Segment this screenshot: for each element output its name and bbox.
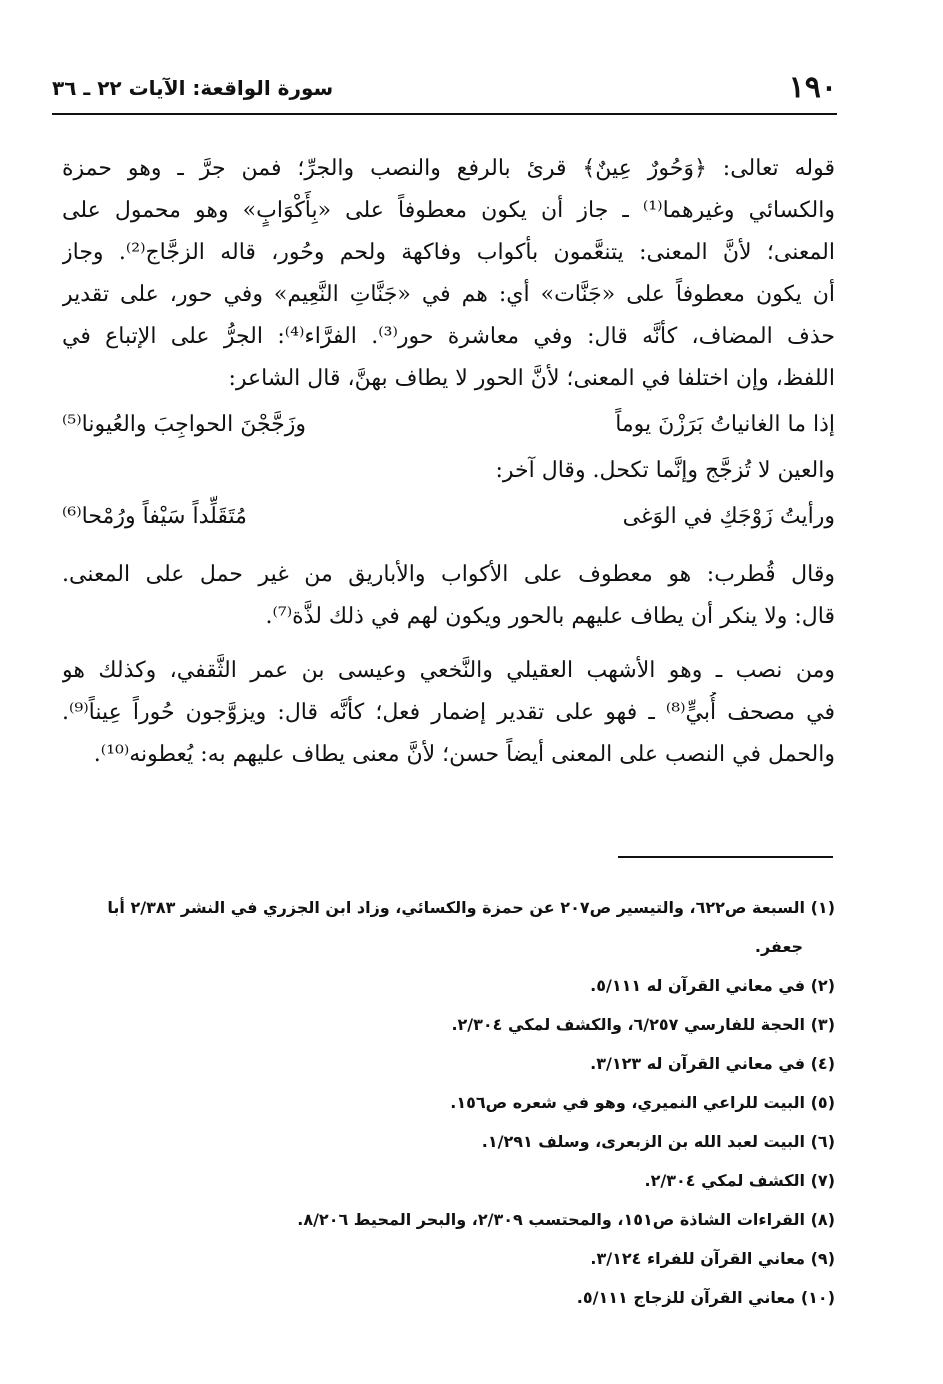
poetry-verse-1	[62, 400, 835, 450]
text-line: حذف المضاف، كأنَّه قال: وفي معاشرة حور⁽³⁾. الفرَّاء⁽⁴⁾: الجرُّ على الإتباع في	[62, 324, 835, 349]
spacer	[62, 638, 835, 650]
footnote: (٣) الحجة للفارسي ٦/٢٥٧، والكشف لمكي ٢/٣٠٤.	[451, 1015, 835, 1034]
footnote: (٥) البيت للراعي النميري، وهو في شعره ص١٥٦.	[450, 1093, 835, 1112]
text-line: والكسائي وغيرهما⁽¹⁾ ـ جاز أن يكون معطوفاً على «بِأَكْوَابٍ» وهو محمول على	[62, 198, 835, 223]
footnotes	[52, 888, 835, 1317]
text-line: أن يكون معطوفاً على «جَنَّات» أي: هم في «جَنَّاتِ النَّعِيم» وفي حور، على تقدير	[62, 282, 835, 307]
footnote: (٧) الكشف لمكي ٢/٣٠٤.	[644, 1171, 835, 1190]
text-line: قوله تعالى: ﴿وَحُورٌ عِينٌ﴾ قرئ بالرفع والنصب والجرِّ؛ فمن جرَّ ـ وهو حمزة	[62, 156, 835, 181]
text-line: في مصحف أُبيٍّ⁽⁸⁾ ـ فهو على تقدير إضمار فعل؛ كأنَّه قال: ويزوَّجون حُوراً عِيناً⁽⁹⁾.	[62, 700, 835, 725]
footnote-separator	[618, 856, 833, 858]
page-number: ١٩٠	[788, 70, 837, 105]
running-header	[52, 70, 837, 110]
spacer	[62, 542, 835, 554]
text-line: المعنى؛ لأنَّ المعنى: يتنعَّمون بأكواب وفاكهة ولحم وحُور، قاله الزجَّاج⁽²⁾. وجاز	[62, 240, 835, 265]
header-rule	[52, 113, 837, 115]
main-text	[62, 148, 835, 776]
verse-first-hemistich: إذا ما الغانياتُ بَرَزْنَ يوماً	[615, 412, 835, 437]
footnote: (٤) في معاني القرآن له ٣/١٢٣.	[590, 1054, 835, 1073]
text-line: ومن نصب ـ وهو الأشهب العقيلي والنَّخعي وعيسى بن عمر الثَّقفي، وكذلك هو	[62, 658, 835, 683]
footnote: (٨) القراءات الشاذة ص١٥١، والمحتسب ٢/٣٠٩، والبحر المحيط ٨/٢٠٦.	[297, 1210, 835, 1229]
running-title: سورة الواقعة: الآيات ٢٢ ـ ٣٦	[52, 76, 334, 100]
footnote: (٦) البيت لعبد الله بن الزبعرى، وسلف ١/٢٩١.	[481, 1132, 835, 1151]
verse-second-hemistich: وزَجَّجْنَ الحواجِبَ والعُيونا⁽⁵⁾	[62, 412, 306, 437]
text-line: اللفظ، وإن اختلفا في المعنى؛ لأنَّ الحور لا يطاف بهنَّ، قال الشاعر:	[228, 366, 835, 391]
footnote: (١) السبعة ص٦٢٢، والتيسير ص٢٠٧ عن حمزة والكسائي، وزاد ابن الجزري في النشر ٢/٣٨٣ أبا	[107, 898, 835, 917]
footnote-continuation: جعفر.	[754, 937, 803, 956]
verse-second-hemistich: مُتَقَلِّداً سَيْفاً ورُمْحا⁽⁶⁾	[62, 504, 247, 529]
footnote: (٢) في معاني القرآن له ٥/١١١.	[590, 976, 835, 995]
text-line: والعين لا تُزجَّج وإنَّما تكحل. وقال آخر:	[495, 458, 835, 483]
footnote: (١٠) معاني القرآن للزجاج ٥/١١١.	[576, 1288, 835, 1307]
verse-first-hemistich: ورأيتُ زَوْجَكِ في الوَغى	[622, 504, 835, 529]
text-line: والحمل في النصب على المعنى أيضاً حسن؛ لأنَّ معنى يطاف عليهم به: يُعطونه⁽¹⁰⁾.	[93, 742, 835, 767]
text-line: وقال قُطرب: هو معطوف على الأكواب والأباريق من غير حمل على المعنى.	[62, 562, 835, 587]
footnote: (٩) معاني القرآن للفراء ٣/١٢٤.	[590, 1249, 835, 1268]
poetry-verse-2	[62, 492, 835, 542]
text-line: قال: ولا ينكر أن يطاف عليهم بالحور ويكون لهم في ذلك لذَّة⁽⁷⁾.	[265, 604, 835, 629]
